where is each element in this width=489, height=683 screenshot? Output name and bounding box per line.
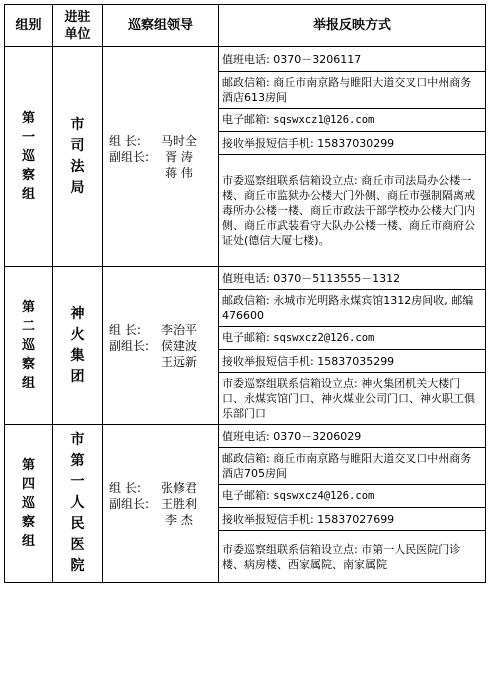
email-address[interactable]: sqswxcz2@126.com [273, 332, 375, 344]
email-cell: 电子邮箱: sqswxcz4@126.com [219, 485, 486, 508]
leaders-cell: 组 长: 张修君 副组长: 王胜利 李 杰 [103, 425, 219, 583]
group-name: 第二巡察组 [5, 267, 53, 425]
group-name: 第四巡察组 [5, 425, 53, 583]
postal-mailbox: 邮政信箱: 商丘市南京路与睢阳大道交叉口中州商务酒店613房间 [219, 72, 486, 109]
group-name: 第一巡察组 [5, 47, 53, 267]
unit-name: 市第一人民医院 [53, 425, 103, 583]
header-row [5, 5, 486, 47]
mailbox-locations: 市委巡察组联系信箱设立点: 商丘市司法局办公楼一楼、商丘市监狱办公楼大门外侧、商丘市强制隔离戒毒所办公楼一楼、商丘市政法干部学校办公楼大门内侧、商丘市武装看守大队办公楼一楼、商丘市商府公证处(德信大厦七楼)。 [219, 155, 486, 267]
header-group: 组别 [5, 5, 53, 47]
leaders-cell: 组 长: 李治平 副组长: 侯建波 王远新 [103, 267, 219, 425]
email-cell: 电子邮箱: sqswxcz1@126.com [219, 109, 486, 132]
duty-phone: 值班电话: 0370－3206117 [219, 47, 486, 72]
table-row [5, 47, 486, 72]
sms-phone: 接收举报短信手机: 15837027699 [219, 508, 486, 531]
header-contact: 举报反映方式 [219, 5, 486, 47]
postal-mailbox: 邮政信箱: 商丘市南京路与睢阳大道交叉口中州商务酒店705房间 [219, 448, 486, 485]
postal-mailbox: 邮政信箱: 永城市光明路永煤宾馆1312房间收, 邮编476600 [219, 290, 486, 327]
sms-phone: 接收举报短信手机: 15837030299 [219, 132, 486, 155]
unit-name: 神火集团 [53, 267, 103, 425]
duty-phone: 值班电话: 0370－5113555－1312 [219, 267, 486, 290]
mailbox-locations: 市委巡察组联系信箱设立点: 神火集团机关大楼门口、永煤宾馆门口、神火煤业公司门口、神火职工俱乐部门口 [219, 373, 486, 425]
header-unit: 进驻 单位 [53, 5, 103, 47]
header-leaders: 巡察组领导 [103, 5, 219, 47]
email-cell: 电子邮箱: sqswxcz2@126.com [219, 327, 486, 350]
duty-phone: 值班电话: 0370－3206029 [219, 425, 486, 448]
mailbox-locations: 市委巡察组联系信箱设立点: 市第一人民医院门诊楼、病房楼、西家属院、南家属院 [219, 531, 486, 583]
leaders-cell: 组 长: 马时全 副组长: 胥 涛 蒋 伟 [103, 47, 219, 267]
table-row [5, 267, 486, 290]
unit-name: 市司法局 [53, 47, 103, 267]
sms-phone: 接收举报短信手机: 15837035299 [219, 350, 486, 373]
email-address[interactable]: sqswxcz4@126.com [273, 490, 375, 502]
table-row [5, 425, 486, 448]
inspection-table [4, 4, 486, 583]
email-address[interactable]: sqswxcz1@126.com [273, 114, 375, 126]
